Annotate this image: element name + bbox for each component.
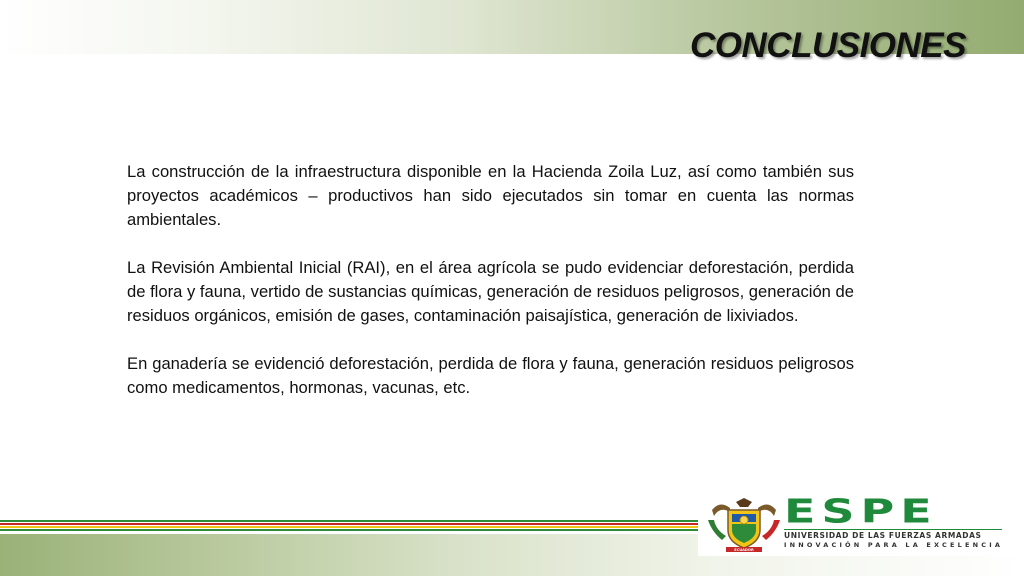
university-name: UNIVERSIDAD DE LAS FUERZAS ARMADAS [784,529,1002,540]
shield-ribbon-text: ECUADOR [734,548,754,552]
stripe-yellow [0,526,700,528]
espe-wordmark: ESPE [784,491,938,531]
stripe-green-top [0,520,700,522]
slide-body [127,160,854,424]
paragraph-rai-agriculture: La Revisión Ambiental Inicial (RAI), en el área agrícola se pudo evidenciar deforestación, perdida de flora y fauna, vertido de sustancias químicas, generación de residuos peligrosos, generación de residuos orgánicos, emisión de gases, contaminación paisajística, generación de lixiviados. [127,258,854,325]
stripe-red [0,523,700,525]
slide-title: CONCLUSIONES [690,26,966,65]
paragraph-livestock: En ganadería se evidenció deforestación, perdida de flora y fauna, generación residuos peligrosos como medicamentos, hormonas, vacunas, etc. [127,354,854,397]
paragraph-infrastructure: La construcción de la infraestructura disponible en la Hacienda Zoila Luz, así como también sus proyectos académicos – productivos han sido ejecutados sin tomar en cuenta las normas ambientales. [127,162,854,229]
flag-stripes [0,520,700,534]
university-shield-icon [706,498,782,552]
stripe-green-bottom [0,529,700,531]
university-slogan: INNOVACIÓN PARA LA EXCELENCIA [784,541,1004,549]
espe-logo [698,491,1024,556]
